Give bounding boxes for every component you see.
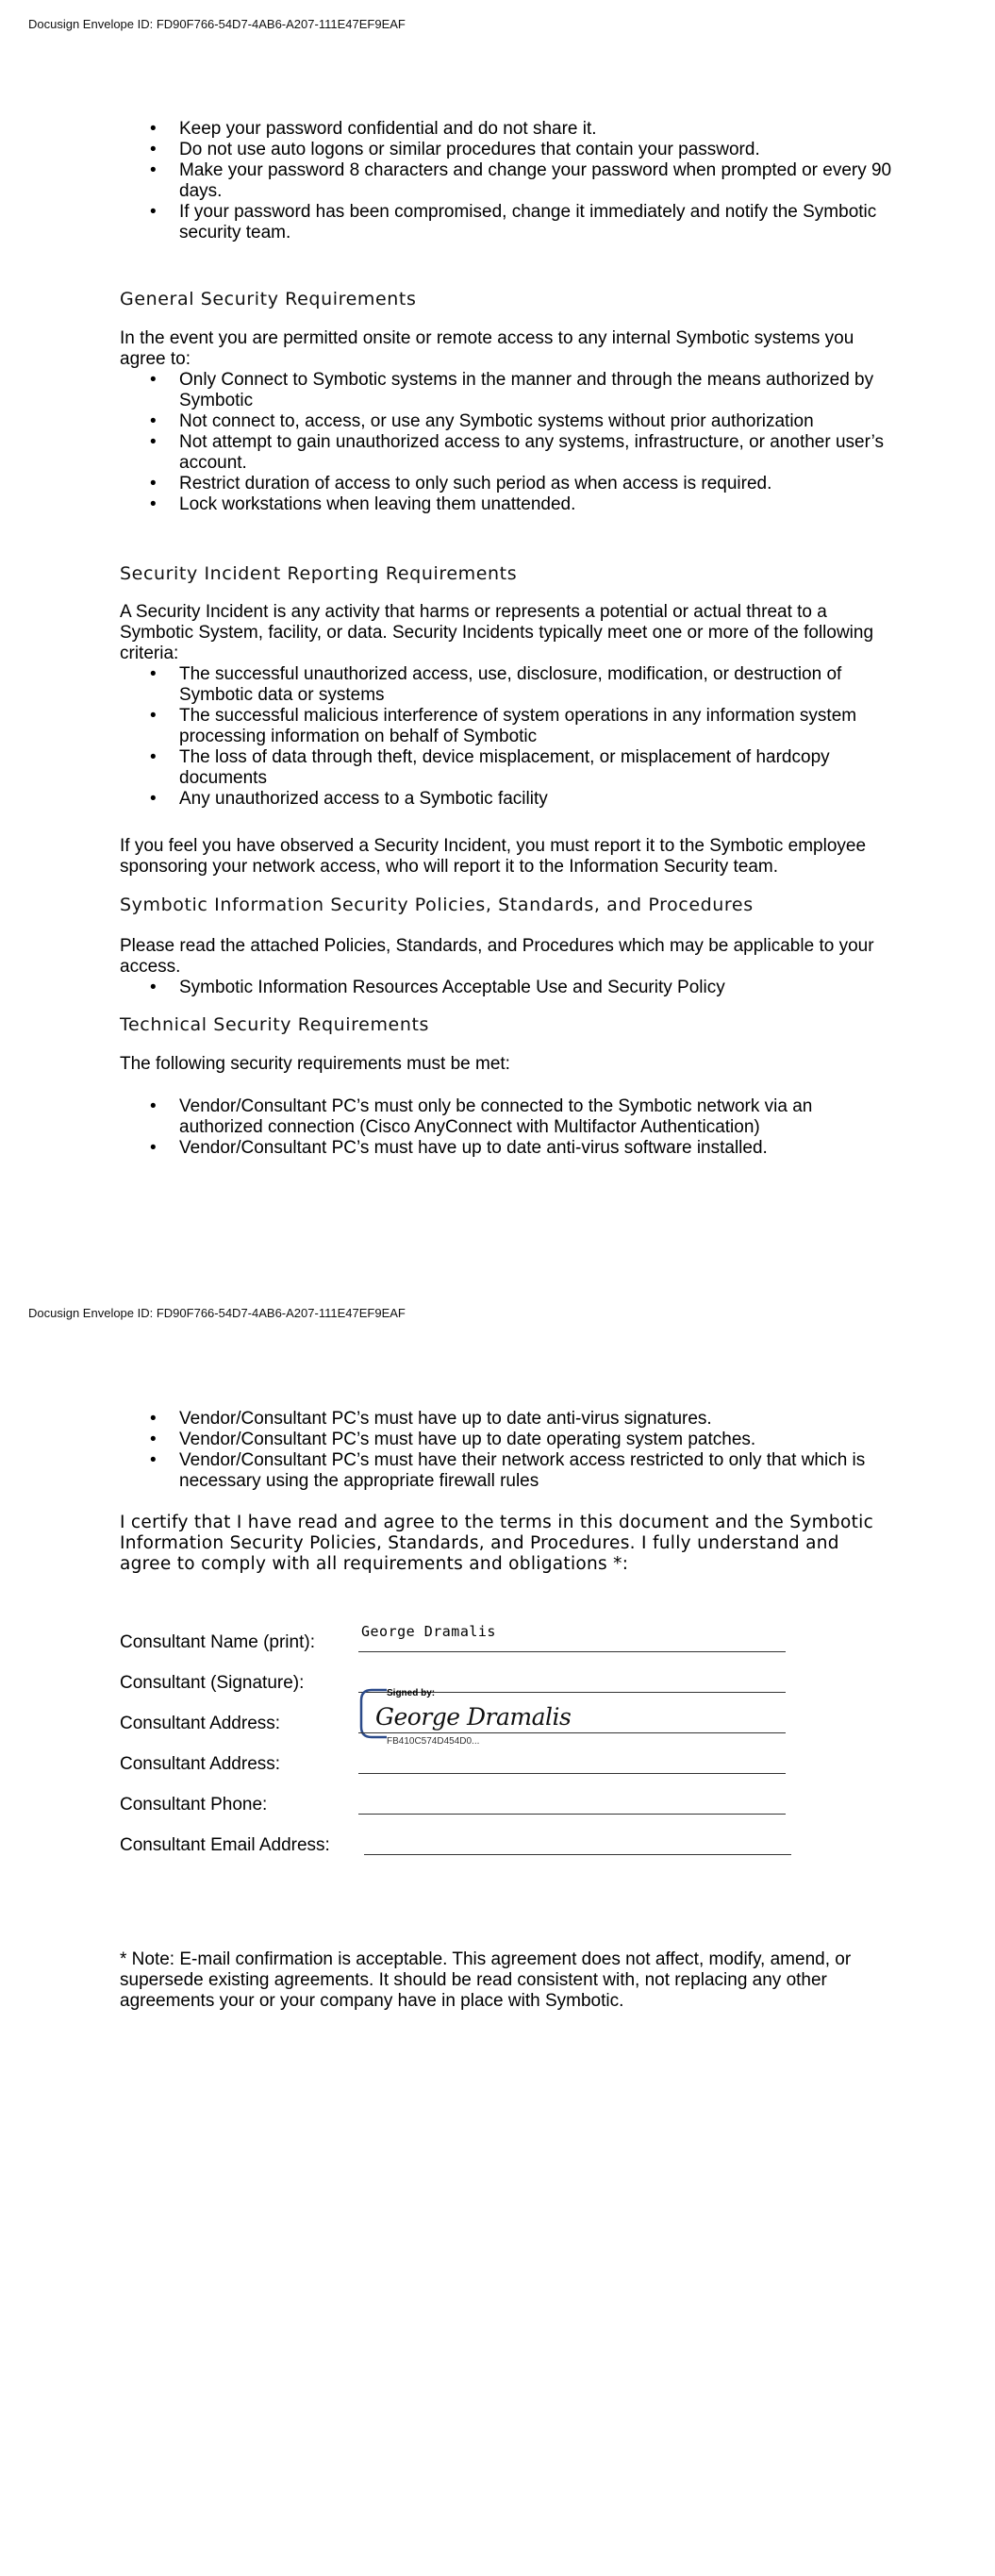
consultant-phone-label: Consultant Phone: [120,1795,268,1815]
page2-bullets [120,1409,893,1492]
password-rules [120,119,893,243]
technical-bullet-list-continued [120,1409,893,1492]
list-item: • Vendor/Consultant PC’s must have their network access restricted to only that which is necessary using the appropriate firewall rules [179,1450,893,1492]
list-item: • Vendor/Consultant PC’s must have up to date anti-virus signatures. [179,1409,893,1430]
list-item: • The loss of data through theft, device misplacement, or misplacement of hardcopy documents [179,747,893,789]
section-intro: A Security Incident is any activity that harms or represents a potential or actual threat to a Symbotic System, facility, or data. Security Incidents typically meet one or more of the following criteria: [120,602,874,663]
list-item: • Do not use auto logons or similar procedures that contain your password. [179,140,893,160]
general-body [120,328,893,515]
technical-bullet-list [120,1096,893,1159]
note-section [120,1949,893,2012]
section-heading: Security Incident Reporting Requirements [120,563,518,584]
note-paragraph: * Note: E-mail confirmation is acceptable. This agreement does not affect, modify, amend, or supersede existing agreements. It should be read consistent with, not replacing any other agreements your or your company have in place with Symbotic. [120,1949,852,2011]
envelope-id: Docusign Envelope ID: FD90F766-54D7-4AB6-A207-111E47EF9EAF [28,1306,406,1320]
section-intro: The following security requirements must be met: [120,1054,510,1074]
incident-bullet-list [120,664,893,810]
section-heading: General Security Requirements [120,289,417,309]
incident-body [120,602,893,810]
general-bullet-list [120,370,893,515]
certification-text: I certify that I have read and agree to the terms in this document and the Symbotic Information Security Policies, Standards, and Procedures. I fully understand and agree to comply with all requirements and obligations *: [120,1513,874,1574]
password-bullet-list [120,119,893,243]
signed-by-caption: Signed by: [387,1688,436,1698]
list-item: • Restrict duration of access to only such period as when access is required. [179,474,893,494]
list-item: • Vendor/Consultant PC’s must have up to date operating system patches. [179,1430,893,1450]
policies-section [120,895,893,915]
incident-report [120,836,893,878]
list-item: • Vendor/Consultant PC’s must have up to date anti-virus software installed. [179,1138,893,1159]
consultant-phone-field[interactable] [358,1814,786,1815]
list-item: • If your password has been compromised, change it immediately and notify the Symbotic security team. [179,202,893,243]
consultant-signature-label: Consultant (Signature): [120,1673,305,1693]
consultant-name-label: Consultant Name (print): [120,1632,315,1652]
consultant-address-field[interactable] [358,1732,786,1733]
list-item: • Make your password 8 characters and change your password when prompted or every 90 days. [179,160,893,202]
policies-body [120,936,893,998]
list-item: • Lock workstations when leaving them unattended. [179,494,893,515]
list-item: • Any unauthorized access to a Symbotic facility [179,789,893,810]
incident-section [120,563,893,584]
section-heading: Technical Security Requirements [120,1014,430,1035]
consultant-address-2-label: Consultant Address: [120,1754,281,1774]
consultant-name-value: George Dramalis [361,1623,496,1640]
list-item: • Keep your password confidential and do not share it. [179,119,893,140]
consultant-address-label: Consultant Address: [120,1714,281,1733]
section-intro: Please read the attached Policies, Standards, and Procedures which may be applicable to your access. [120,936,874,977]
consultant-name-field[interactable] [358,1651,786,1652]
envelope-id: Docusign Envelope ID: FD90F766-54D7-4AB6-A207-111E47EF9EAF [28,17,406,31]
list-item: • Not connect to, access, or use any Symbotic systems without prior authorization [179,411,893,432]
section-heading: Symbotic Information Security Policies, Standards, and Procedures [120,895,754,915]
consultant-email-label: Consultant Email Address: [120,1835,330,1855]
list-item: • Symbotic Information Resources Acceptable Use and Security Policy [179,978,893,998]
technical-section [120,1014,893,1035]
list-item: • Only Connect to Symbotic systems in the manner and through the means authorized by Symbotic [179,370,893,411]
general-section [120,289,893,309]
policies-bullet-list [120,978,893,998]
list-item: • The successful malicious interference of system operations in any information system processing information on behalf of Symbotic [179,706,893,747]
list-item: • Not attempt to gain unauthorized access to any systems, infrastructure, or another user’s account. [179,432,893,474]
certification-statement [120,1513,893,1575]
technical-intro [120,1054,893,1075]
signature-id: FB410C574D454D0... [387,1736,480,1747]
list-item: • Vendor/Consultant PC’s must only be connected to the Symbotic network via an authorized connection (Cisco AnyConnect with Multifactor Authentication) [179,1096,893,1138]
technical-body [120,1096,893,1159]
signature-image: George Dramalis [375,1703,572,1731]
section-intro: In the event you are permitted onsite or remote access to any internal Symbotic systems you agree to: [120,328,854,369]
report-paragraph: If you feel you have observed a Security Incident, you must report it to the Symbotic employee sponsoring your network access, who will report it to the Information Security team. [120,836,867,877]
list-item: • The successful unauthorized access, use, disclosure, modification, or destruction of Symbotic data or systems [179,664,893,706]
consultant-email-field[interactable] [364,1854,791,1855]
consultant-address-2-field[interactable] [358,1773,786,1774]
